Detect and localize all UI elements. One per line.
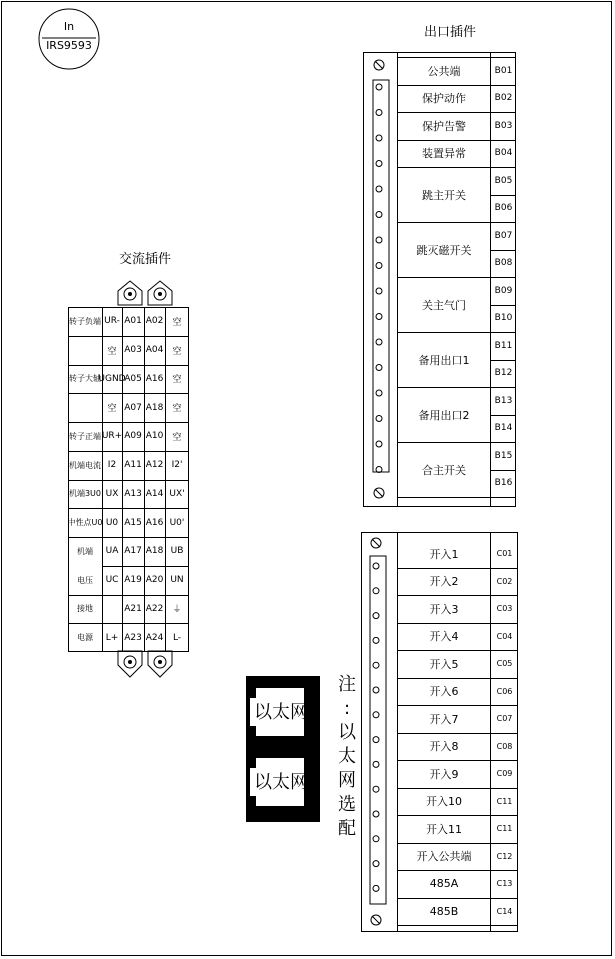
- output-pin-divider: [490, 195, 516, 196]
- note-char: 配: [338, 818, 356, 839]
- input-row-label: 开入7: [429, 712, 459, 726]
- ethernet-port-1: 以太网: [254, 702, 308, 723]
- ac-plugin-title: 交流插件: [118, 252, 171, 267]
- input-pin-number: C11: [496, 824, 513, 834]
- output-pin-number: B10: [494, 313, 513, 324]
- ac-signal-left: L+: [105, 632, 119, 643]
- output-row-label: 跳主开关: [422, 188, 466, 202]
- output-pin-number: B14: [494, 423, 513, 434]
- output-terminal-pin: [376, 314, 382, 320]
- ac-signal-right: U0': [169, 517, 185, 528]
- output-row-label: 关主气门: [422, 298, 466, 312]
- note-char: 太: [338, 746, 356, 767]
- output-pin-number: B09: [494, 285, 513, 296]
- note-char: 以: [338, 722, 356, 743]
- ac-signal-right: 空: [172, 317, 182, 328]
- ac-pin-right: A18: [145, 402, 164, 413]
- note-char: 选: [338, 794, 356, 815]
- output-terminal-pin: [376, 390, 382, 396]
- output-row-label: 跳灭磁开关: [416, 243, 472, 257]
- input-terminal-pin: [373, 563, 379, 569]
- ac-signal-right: UN: [170, 575, 184, 586]
- input-terminal-pin: [373, 811, 379, 817]
- ac-pin-right: A04: [145, 345, 164, 356]
- output-connector-strip: [363, 52, 398, 507]
- output-row-label: 备用出口1: [418, 353, 470, 367]
- ac-signal-right: UB: [170, 546, 184, 557]
- ac-pin-left: A15: [124, 517, 142, 528]
- note-char: 网: [338, 770, 356, 791]
- input-row-label: 开入1: [429, 547, 459, 561]
- ac-signal-right: 空: [172, 346, 182, 357]
- ac-row-description: 机端电流: [69, 460, 101, 470]
- output-terminal-pin: [376, 288, 382, 294]
- input-terminal-pin: [373, 885, 379, 891]
- ac-row-description: [68, 393, 102, 422]
- ac-row-description: 机端: [77, 546, 93, 556]
- input-row-label: 开入6: [429, 685, 459, 699]
- input-pin-number: C12: [496, 851, 513, 861]
- output-terminal-pin: [376, 263, 382, 269]
- input-row-label: 开入11: [426, 822, 462, 836]
- input-row-label: 开入3: [429, 602, 459, 616]
- input-pin-number: C06: [496, 686, 513, 696]
- ac-pin-left: A21: [124, 603, 142, 614]
- output-pin-number: B02: [494, 93, 513, 104]
- input-terminal-pin: [373, 662, 379, 668]
- output-row-label: 合主开关: [422, 463, 466, 477]
- ac-signal-left: 空: [107, 404, 117, 415]
- output-pin-number: B07: [494, 230, 513, 241]
- ac-signal-left: [102, 595, 122, 624]
- output-pin-number: B11: [494, 340, 513, 351]
- output-pin-divider: [490, 470, 516, 471]
- ac-pin-left: A07: [124, 402, 142, 413]
- output-terminal-pin: [376, 416, 382, 422]
- ac-row-description: 转子正端: [69, 431, 101, 441]
- output-terminal-pin: [376, 161, 382, 167]
- ac-signal-left: UGND: [98, 373, 126, 384]
- output-terminal-pin: [376, 186, 382, 192]
- output-pin-number: B01: [494, 65, 513, 76]
- ac-bottom-screws: [116, 651, 178, 679]
- ac-signal-right: 空: [172, 404, 182, 415]
- input-pin-number: C11: [496, 796, 513, 806]
- ac-signal-left: U0: [105, 517, 119, 528]
- input-terminal-pin: [373, 761, 379, 767]
- device-line1: In: [63, 20, 75, 33]
- output-row-label: 保护动作: [422, 92, 466, 106]
- ac-signal-right: UX': [169, 488, 185, 499]
- ac-row-description: 电压: [77, 575, 93, 585]
- input-row-label: 485B: [429, 904, 459, 918]
- output-pin-number: B16: [494, 478, 513, 489]
- input-row-label: 开入5: [429, 657, 459, 671]
- ac-pin-left: A13: [124, 488, 142, 499]
- ac-pin-right: A10: [145, 431, 164, 442]
- ac-signal-left: UR+: [101, 431, 123, 442]
- ac-signal-right: ⏚: [172, 605, 182, 616]
- input-row-label: 开入公共端: [416, 850, 472, 864]
- output-terminal-pin: [376, 339, 382, 345]
- ac-signal-left: UA: [105, 546, 119, 557]
- output-terminal-pin: [376, 237, 382, 243]
- output-row-divider: [397, 497, 516, 498]
- output-row-label: 保护告警: [422, 119, 466, 133]
- ac-pin-right: A24: [145, 632, 164, 643]
- input-row-label: 开入8: [429, 740, 459, 754]
- ac-row-description: 电源: [77, 633, 93, 643]
- output-terminal-pin: [376, 212, 382, 218]
- output-pin-number: B06: [494, 203, 513, 214]
- input-row-label: 485A: [429, 877, 459, 891]
- input-pin-number: C02: [496, 576, 513, 586]
- input-row-label: 开入9: [429, 767, 459, 781]
- ac-top-screws: [116, 279, 178, 307]
- input-pin-number: C08: [496, 741, 513, 751]
- ac-signal-right: L-: [172, 632, 182, 643]
- ac-signal-left: 空: [107, 346, 117, 357]
- output-terminal-pin: [376, 135, 382, 141]
- ac-signal-right: I2': [171, 460, 183, 471]
- ac-pin-left: A17: [124, 546, 142, 557]
- input-terminal-pin: [373, 637, 379, 643]
- output-row-label: 备用出口2: [418, 408, 470, 422]
- ac-pin-right: A20: [145, 575, 164, 586]
- ac-signal-right: 空: [172, 432, 182, 443]
- note-char: :: [343, 698, 351, 719]
- output-pin-divider: [490, 305, 516, 306]
- input-row-divider: [397, 925, 518, 926]
- output-pin-number: B05: [494, 175, 513, 186]
- input-pin-number: C04: [496, 631, 513, 641]
- ethernet-port-2: 以太网: [254, 772, 308, 793]
- ac-pin-right: A16: [145, 373, 164, 384]
- input-pin-number: C03: [496, 604, 513, 614]
- note-char: 注: [338, 674, 356, 695]
- ac-pin-left: A03: [124, 345, 142, 356]
- ac-pin-left: A19: [124, 575, 142, 586]
- ac-pin-right: A12: [145, 460, 164, 471]
- output-row-label: 公共端: [427, 64, 461, 78]
- ac-row-description: 转子负端: [69, 316, 101, 326]
- device-model: IRS9593: [46, 39, 92, 52]
- input-row-label: 开入10: [426, 795, 462, 809]
- ac-pin-left: A09: [124, 431, 142, 442]
- output-pin-number: B08: [494, 258, 513, 269]
- input-terminal-pin: [373, 588, 379, 594]
- ac-row-description: 接地: [77, 604, 93, 614]
- output-pin-number: B12: [494, 368, 513, 379]
- input-pin-number: C13: [496, 879, 513, 889]
- input-pin-number: C07: [496, 714, 513, 724]
- output-terminal-pin: [376, 110, 382, 116]
- ac-pin-left: A05: [124, 373, 142, 384]
- output-pin-number: B15: [494, 450, 513, 461]
- output-pin-divider: [490, 250, 516, 251]
- input-pin-number: C05: [496, 659, 513, 669]
- ac-pin-left: A11: [124, 460, 142, 471]
- ac-signal-left: UC: [105, 575, 119, 586]
- output-terminal-pin: [376, 441, 382, 447]
- output-pin-number: B04: [494, 148, 513, 159]
- ac-signal-left: UX: [105, 488, 119, 499]
- output-pin-divider: [490, 360, 516, 361]
- ac-pin-right: A18: [145, 546, 164, 557]
- output-terminal-pin: [376, 365, 382, 371]
- input-pin-number: C09: [496, 769, 513, 779]
- ac-signal-left: I2: [107, 460, 117, 471]
- ac-row-description: 转子大轴: [69, 374, 101, 384]
- input-terminal-pin: [373, 737, 379, 743]
- ac-pin-right: A14: [145, 488, 164, 499]
- input-row-label: 开入4: [429, 630, 459, 644]
- input-pin-number: C01: [496, 549, 513, 559]
- ac-pin-left: A23: [124, 632, 142, 643]
- input-terminal-pin: [373, 687, 379, 693]
- input-row-label: 开入2: [429, 575, 459, 589]
- input-terminal-pin: [373, 712, 379, 718]
- ac-signal-right: 空: [172, 375, 182, 386]
- output-plugin-title: 出口插件: [423, 25, 476, 40]
- ac-pin-right: A16: [145, 517, 164, 528]
- output-pin-number: B03: [494, 120, 513, 131]
- input-terminal-pin: [373, 613, 379, 619]
- output-terminal-pin: [376, 84, 382, 90]
- output-row-label: 装置异常: [422, 147, 466, 161]
- input-connector-strip: [361, 532, 398, 932]
- ac-pin-left: A01: [124, 316, 142, 327]
- input-terminal-pin: [373, 861, 379, 867]
- ac-row-description: 机端3U0: [68, 489, 102, 499]
- ac-signal-left: UR-: [104, 316, 120, 327]
- input-terminal-pin: [373, 836, 379, 842]
- ac-pin-right: A02: [145, 316, 164, 327]
- input-pin-number: C14: [496, 906, 513, 916]
- output-pin-number: B13: [494, 395, 513, 406]
- output-pin-divider: [490, 415, 516, 416]
- ac-row-description: [68, 336, 102, 365]
- ac-pin-right: A22: [145, 603, 164, 614]
- ac-row-description: 中性点U0: [67, 518, 103, 528]
- input-terminal-pin: [373, 786, 379, 792]
